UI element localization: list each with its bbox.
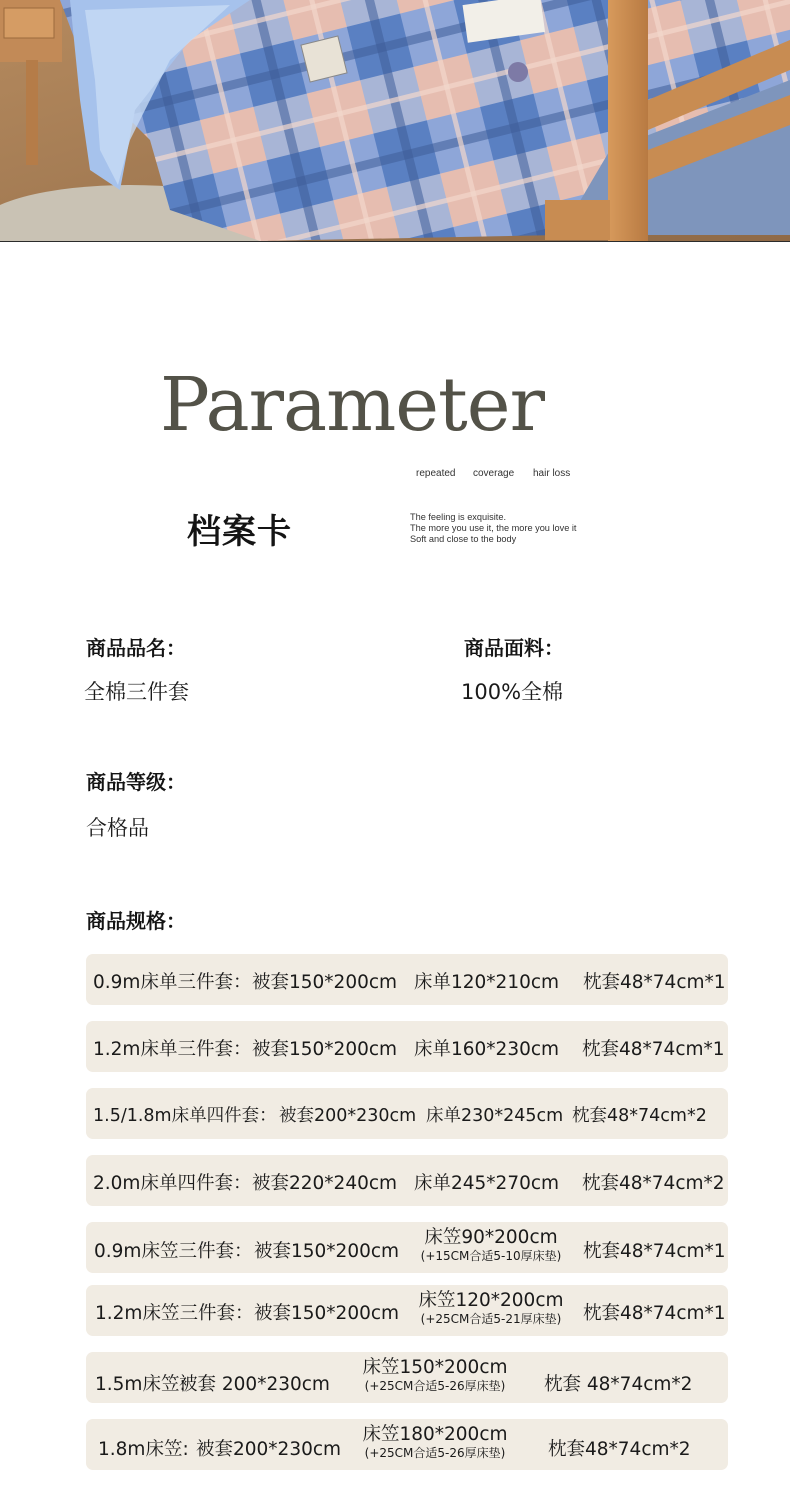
- spec-pillow: 枕套48*74cm*1: [583, 1241, 726, 1262]
- spec-cover: 被套200*230cm: [196, 1439, 342, 1460]
- spec-cover: 被套150*200cm: [252, 1039, 398, 1060]
- spec-pillow: 枕套48*74cm*2: [572, 1106, 707, 1126]
- tagline-line: Soft and close to the body: [410, 534, 517, 544]
- spec-pillow: 枕套 48*74cm*2: [544, 1374, 693, 1395]
- spec-set: 1.2m床单三件套：: [93, 1039, 252, 1060]
- spec-sheet: 床单120*210cm: [414, 972, 560, 993]
- tagline-line: The more you use it, the more you love it: [410, 523, 577, 533]
- spec-sheet: [348, 1357, 522, 1393]
- grade-value: 合格品: [86, 816, 149, 840]
- hero-photo: [0, 0, 790, 242]
- spec-set: 1.2m床笠三件套：: [95, 1303, 254, 1324]
- spec-sheet-note: (+15CM合适5-10厚床垫): [420, 1249, 562, 1263]
- spec-row: [86, 1021, 728, 1072]
- spec-sheet-size: 床笠180*200cm: [362, 1424, 508, 1445]
- tag-hair-loss: hair loss: [533, 468, 571, 479]
- tag-coverage: coverage: [473, 468, 515, 479]
- spec-pillow: 枕套48*74cm*1: [583, 972, 726, 993]
- spec-set: 2.0m床单四件套：: [93, 1173, 252, 1194]
- spec-row: [86, 1222, 728, 1273]
- spec-label: 商品规格：: [86, 909, 186, 933]
- spec-cover: 被套150*200cm: [254, 1303, 400, 1324]
- title-chinese: 档案卡: [187, 512, 292, 552]
- spec-cover: 被套220*240cm: [252, 1173, 398, 1194]
- spec-set: 0.9m床单三件套：: [93, 972, 252, 993]
- spec-sheet-note: (+25CM合适5-21厚床垫): [420, 1312, 562, 1326]
- spec-row: [86, 1088, 728, 1139]
- spec-row: [86, 1155, 728, 1206]
- spec-sheet-note: (+25CM合适5-26厚床垫): [364, 1446, 506, 1460]
- spec-cover: 被套 200*230cm: [179, 1374, 330, 1395]
- spec-row: [86, 1285, 728, 1336]
- spec-sheet-size: 床笠120*200cm: [418, 1290, 564, 1311]
- spec-cover: 被套200*230cm: [279, 1106, 417, 1126]
- spec-cover: 被套150*200cm: [254, 1241, 400, 1262]
- spec-row: [86, 1352, 728, 1403]
- spec-pillow: 枕套48*74cm*1: [582, 1039, 725, 1060]
- product-name-value: 全棉三件套: [84, 680, 189, 704]
- spec-pillow: 枕套48*74cm*1: [583, 1303, 726, 1324]
- spec-row: [86, 954, 728, 1005]
- tagline-line: The feeling is exquisite.: [410, 512, 507, 522]
- spec-sheet: 床单230*245cm: [426, 1106, 564, 1126]
- spec-cover: 被套150*200cm: [252, 972, 398, 993]
- spec-row: [86, 1419, 728, 1470]
- spec-pillow: 枕套48*74cm*2: [582, 1173, 725, 1194]
- spec-set: 1.5/1.8m床单四件套：: [93, 1106, 277, 1126]
- tagline: [410, 512, 576, 545]
- spec-sheet-size: 床笠90*200cm: [424, 1227, 558, 1248]
- spec-sheet: 床单160*230cm: [414, 1039, 560, 1060]
- spec-set: 1.5m床笠:: [95, 1374, 186, 1395]
- spec-sheet: [348, 1424, 522, 1460]
- spec-sheet: [404, 1290, 578, 1326]
- spec-sheet-note: (+25CM合适5-26厚床垫): [364, 1379, 506, 1393]
- tag-repeated: repeated: [416, 468, 456, 479]
- spec-sheet: 床单245*270cm: [414, 1173, 560, 1194]
- grade-label: 商品等级：: [86, 770, 186, 794]
- title-english: Parameter: [160, 362, 544, 448]
- fabric-label: 商品面料：: [464, 636, 564, 660]
- spec-set: 0.9m床笠三件套：: [94, 1241, 253, 1262]
- spec-set: 1.8m床笠:: [98, 1439, 189, 1460]
- bedding-photo-illustration: [0, 0, 790, 241]
- fabric-value: 100%全棉: [461, 680, 564, 704]
- product-name-label: 商品品名：: [86, 636, 186, 660]
- spec-pillow: 枕套48*74cm*2: [548, 1439, 691, 1460]
- spec-sheet: [404, 1227, 578, 1263]
- spec-sheet-size: 床笠150*200cm: [362, 1357, 508, 1378]
